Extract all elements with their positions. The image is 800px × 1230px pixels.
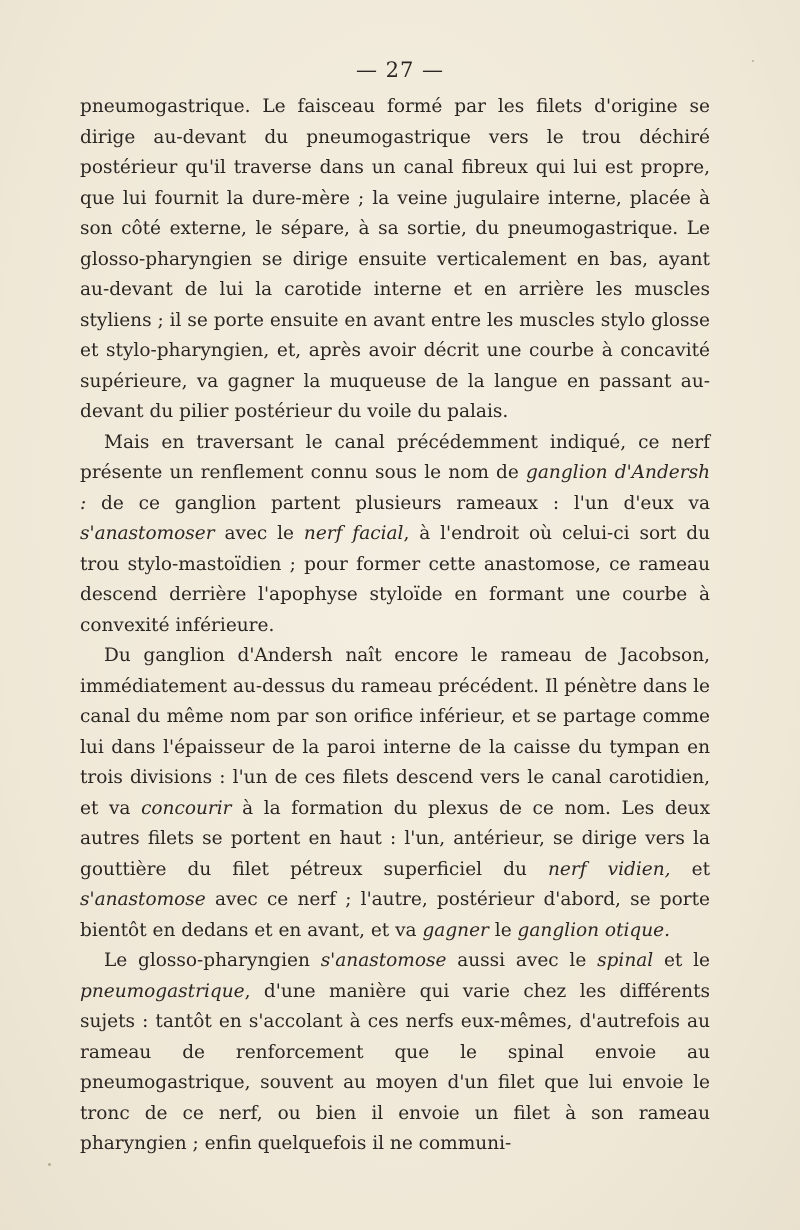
paper-speck bbox=[48, 1163, 51, 1166]
text-run: , à l'endroit où celui-ci sort du trou stylo-mastoïdien ; pour former cette anastomose, ce rameau descend derrière l'apophyse styloïde en formant une courbe à convexité inférieure. bbox=[80, 523, 710, 636]
paper-speck bbox=[752, 60, 754, 62]
italic-term: nerf vidien, bbox=[548, 858, 671, 880]
italic-term: concourir bbox=[141, 797, 232, 819]
text-run: de ce ganglion partent plusieurs rameaux : l'un d'eux va bbox=[86, 492, 710, 514]
text-run: Du ganglion d'Andersh naît encore le rameau de Jacobson, immédiatement au-dessus du rameau précédent. Il pénètre dans le canal du même nom par son orifice inférieur, et se partage comme lui dans l'épaisseur de la paroi interne de la caisse du tympan en trois divisions : l'un de ces filets descend vers le canal carotidien, et va bbox=[80, 645, 710, 819]
italic-term: ganglion otique. bbox=[517, 919, 671, 941]
italic-term: s'anastomoser bbox=[80, 523, 215, 544]
italic-term: s'anastomose bbox=[320, 950, 447, 971]
italic-term: ganglion d'Andersh : bbox=[80, 462, 710, 514]
italic-term: nerf facial bbox=[303, 523, 404, 544]
text-run: avec ce nerf ; l'autre, postérieur d'abord, se porte bientôt en dedans et en avant, et va bbox=[80, 889, 710, 941]
text-run: Mais en traversant le canal précédemment indiqué, ce nerf présente un renflement connu sous le nom de bbox=[80, 431, 710, 483]
paragraph bbox=[80, 946, 710, 1160]
text-run: , d'une manière qui varie chez les différents sujets : tantôt en s'accolant à ces nerfs eux-mêmes, d'autrefois au rameau de renforcement que le spinal envoie au pneumogastrique, souvent au moyen d'un filet que lui envoie le tronc de ce nerf, ou bien il envoie un filet à son rameau pharyngien ; enfin quelquefois il ne communi- bbox=[80, 980, 710, 1154]
text-run: Le glosso-pharyngien bbox=[104, 950, 321, 971]
text-run: pneumogastrique. Le faisceau formé par les filets d'origine se dirige au-devant du pneumogastrique vers le trou déchiré postérieur qu'il traverse dans un canal fibreux qui lui est propre, que lui fournit la dure-mère ; la veine jugulaire interne, placée à son côté externe, le sépare, à sa sortie, du pneumogastrique. Le glosso-pharyngien se dirige ensuite verticalement en bas, ayant au-devant de lui la carotide interne et en arrière les muscles styliens ; il se porte ensuite en avant entre les muscles stylo glosse et stylo-pharyngien, et, après avoir décrit une courbe à concavité supérieure, va gagner la muqueuse de la langue en passant au-devant du pilier postérieur du voile du palais. bbox=[80, 96, 710, 422]
italic-term: gagner bbox=[422, 919, 489, 941]
text-run: et le bbox=[653, 950, 710, 971]
page-number: — 27 — bbox=[355, 58, 445, 82]
text-run: avec le bbox=[214, 523, 304, 544]
paragraph bbox=[80, 428, 710, 642]
italic-term: spinal bbox=[597, 950, 654, 971]
paragraph bbox=[80, 641, 710, 946]
text-run: le bbox=[488, 919, 518, 941]
italic-term: s'anastomose bbox=[80, 889, 206, 910]
text-run: et bbox=[670, 858, 711, 880]
text-run: aussi avec le bbox=[446, 950, 598, 971]
text-run: à la formation du plexus de ce nom. Les deux autres filets se portent en haut : l'un, antérieur, se dirige vers la gouttière du filet pétreux superficiel du bbox=[80, 797, 710, 880]
paragraph bbox=[80, 92, 710, 428]
italic-term: pneumogastrique bbox=[80, 980, 245, 1002]
body-text bbox=[80, 92, 710, 1160]
